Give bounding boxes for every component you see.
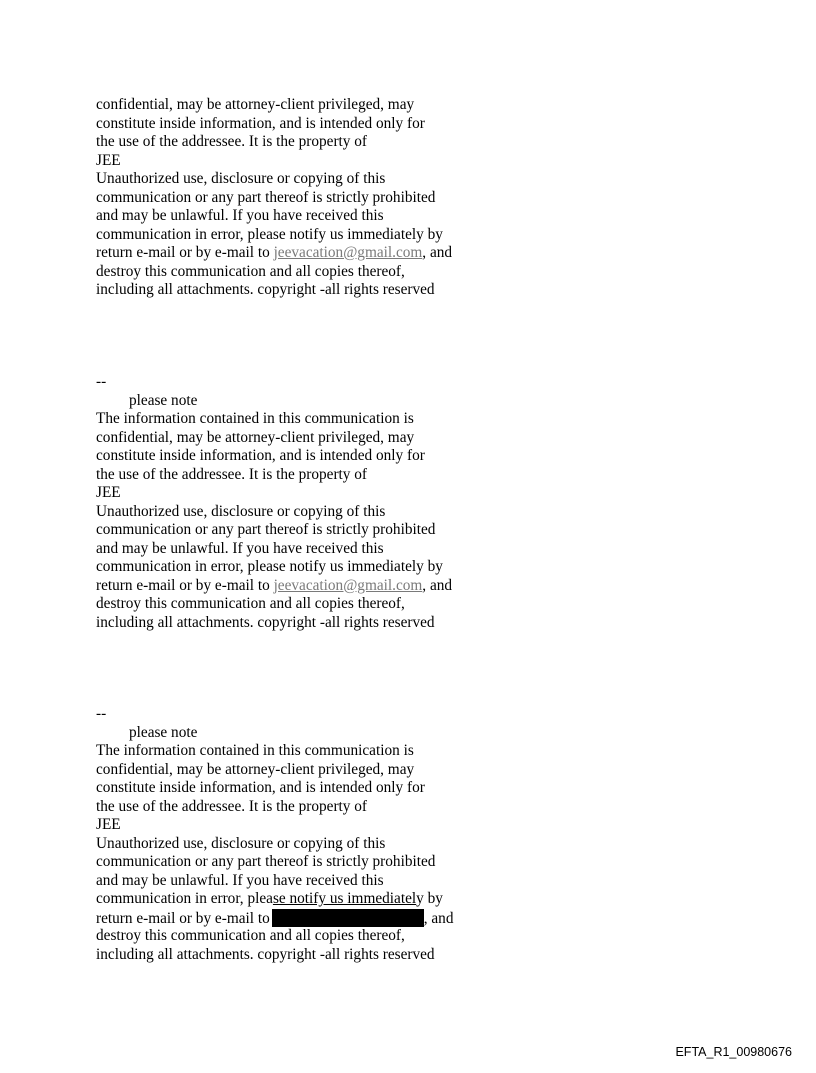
text-line: and may be unlawful. If you have received this xyxy=(96,207,384,224)
email-suffix: , and xyxy=(422,576,453,594)
text-line: destroy this communication and all copies thereof, xyxy=(96,595,405,612)
text-line: communication or any part thereof is strictly prohibited xyxy=(96,853,436,870)
email-line xyxy=(96,909,516,928)
text-line: the use of the addressee. It is the property of xyxy=(96,465,368,483)
email-line xyxy=(96,244,516,263)
note-heading: please note xyxy=(129,391,198,409)
text-line: including all attachments. copyright -all rights reserved xyxy=(96,281,435,298)
redaction-box xyxy=(272,909,424,927)
note-heading: please note xyxy=(129,723,198,741)
email-line xyxy=(96,577,516,596)
text-line: communication or any part thereof is strictly prohibited xyxy=(96,521,436,538)
text-line: Unauthorized use, disclosure or copying of this xyxy=(96,834,386,852)
text-line: destroy this communication and all copies thereof, xyxy=(96,262,405,280)
text-line: and may be unlawful. If you have received this xyxy=(96,539,384,557)
text-segment: y by xyxy=(416,890,443,907)
text-line: communication in error, please notify us immediately by xyxy=(96,558,443,575)
email-suffix: , and xyxy=(422,244,453,261)
email-prefix: return e-mail or by e-mail to xyxy=(96,244,274,261)
text-line: The information contained in this communication is xyxy=(96,742,414,759)
text-line: JEE xyxy=(96,484,121,501)
text-line: constitute inside information, and is intended only for xyxy=(96,447,425,464)
text-line: confidential, may be attorney-client privileged, may xyxy=(96,428,415,446)
disclaimer-block-3 xyxy=(96,705,516,964)
email-prefix: return e-mail or by e-mail to xyxy=(96,909,270,927)
text-line: The information contained in this communication is xyxy=(96,410,414,427)
text-line: communication or any part thereof is strictly prohibited xyxy=(96,188,436,206)
text-line xyxy=(96,890,516,909)
email-link[interactable]: jeevacation@gmail.com xyxy=(273,244,423,261)
separator: -- xyxy=(96,373,107,390)
text-segment: communication in error, plea xyxy=(96,890,273,907)
text-line: constitute inside information, and is intended only for xyxy=(96,779,425,796)
email-suffix: , and xyxy=(423,909,454,927)
text-line: communication in error, please notify us immediately by xyxy=(96,225,443,243)
text-line: Unauthorized use, disclosure or copying of this xyxy=(96,170,386,187)
text-line: confidential, may be attorney-client privileged, may xyxy=(96,96,415,113)
text-line: JEE xyxy=(96,816,121,833)
text-line: including all attachments. copyright -all rights reserved xyxy=(96,613,435,631)
text-line: and may be unlawful. If you have received this xyxy=(96,871,384,889)
text-line: Unauthorized use, disclosure or copying of this xyxy=(96,502,386,520)
text-line: destroy this communication and all copies thereof, xyxy=(96,927,405,944)
document-id: EFTA_R1_00980676 xyxy=(675,1045,792,1059)
separator: -- xyxy=(96,705,107,722)
text-line: constitute inside information, and is intended only for xyxy=(96,114,425,132)
disclaimer-block-1 xyxy=(96,96,516,300)
email-prefix: return e-mail or by e-mail to xyxy=(96,576,274,594)
disclaimer-block-2 xyxy=(96,373,516,632)
text-line: including all attachments. copyright -all rights reserved xyxy=(96,945,435,963)
text-line: the use of the addressee. It is the property of xyxy=(96,133,368,150)
text-line: confidential, may be attorney-client privileged, may xyxy=(96,760,415,778)
email-link[interactable]: jeevacation@gmail.com xyxy=(273,576,423,594)
text-line: JEE xyxy=(96,151,121,169)
underlined-segment: se notify us immediatel xyxy=(272,890,417,907)
text-line: the use of the addressee. It is the property of xyxy=(96,797,368,815)
